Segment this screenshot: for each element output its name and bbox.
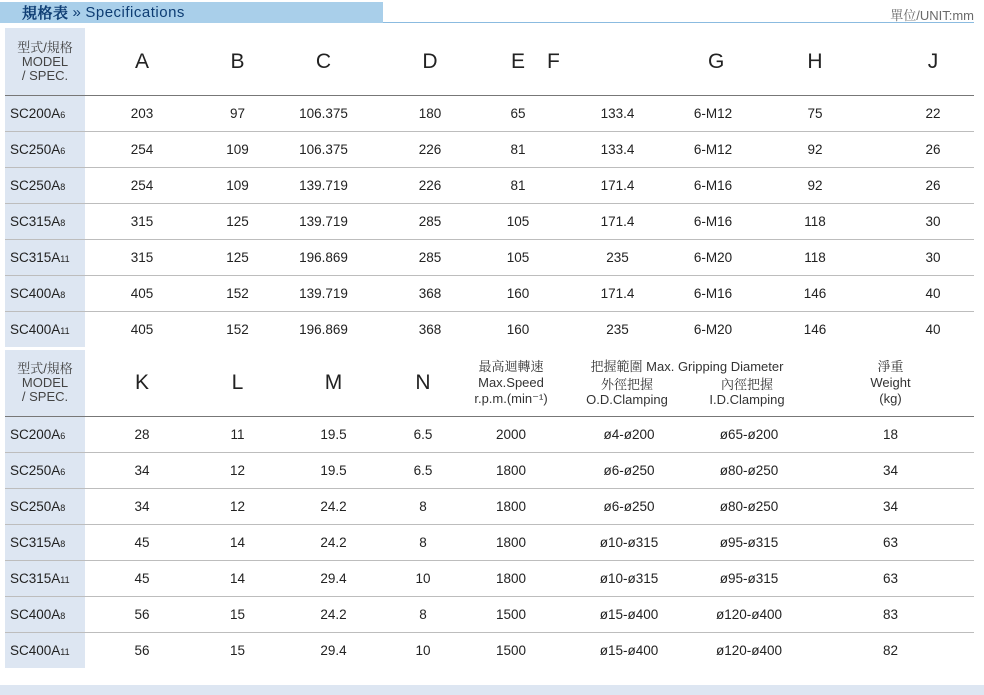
model-header: 型式/規格 MODEL / SPEC. [5, 350, 85, 417]
value-cell: 40 [892, 276, 974, 312]
col-header-l: L [199, 350, 276, 417]
table-row [5, 132, 974, 168]
value-cell: 14 [199, 525, 276, 561]
value-cell: 65 [489, 96, 547, 132]
title-underline [383, 22, 974, 23]
value-cell: 160 [506, 322, 530, 337]
weight-header: 淨重 Weight (kg) [807, 350, 974, 417]
value-cell: 24.2 [276, 597, 391, 633]
value-cell: 81 [489, 132, 547, 168]
grip-title: 把握範圍 Max. Gripping Diameter [590, 359, 784, 374]
model-header: 型式/規格 MODEL / SPEC. [5, 28, 85, 96]
value-cell: 26 [892, 132, 974, 168]
value-cell: 285 [371, 204, 489, 240]
value-cell: 105 [489, 240, 547, 276]
model-cell: SC250A6 [5, 453, 85, 489]
value-cell: 92 [738, 132, 892, 168]
table-row [5, 276, 974, 312]
value-cell: 315 [85, 204, 199, 240]
model-cell: SC250A6 [5, 132, 85, 168]
value-cell: 83 [807, 597, 974, 633]
value-cell: 18 [807, 417, 974, 453]
value-cell: 405 [130, 322, 154, 337]
value-cell: 56 [134, 643, 150, 658]
value-cell: ø10-ø315 [567, 561, 691, 597]
value-cell: 368 [418, 322, 442, 337]
value-cell: 34 [807, 489, 974, 525]
value-cell: 40 [925, 322, 941, 337]
value-cell: 45 [85, 561, 199, 597]
table-row [5, 312, 974, 348]
value-cell: 171.4 [547, 276, 688, 312]
col-header-j: J [892, 28, 974, 96]
table-row [5, 561, 974, 597]
table-row [5, 240, 974, 276]
col-header-a: A [85, 28, 199, 96]
value-cell: 405 [85, 276, 199, 312]
value-cell: 160 [489, 276, 547, 312]
value-cell: 6-M16 [688, 204, 738, 240]
model-cell: SC400A11 [5, 633, 85, 669]
value-cell: 30 [892, 240, 974, 276]
value-cell: 106.375 [276, 132, 371, 168]
col-header-d: D [371, 28, 489, 96]
value-cell: 6.5 [391, 417, 455, 453]
value-cell: 8 [391, 489, 455, 525]
value-cell: 29.4 [320, 643, 347, 658]
value-cell: 109 [199, 168, 276, 204]
value-cell: 10 [415, 643, 431, 658]
model-cell: SC315A8 [5, 204, 85, 240]
value-cell: 285 [371, 240, 489, 276]
id-clamping-header: 內徑把握 I.D.Clamping [709, 377, 785, 407]
value-cell: 22 [892, 96, 974, 132]
section-title [0, 2, 383, 23]
table-row [5, 96, 974, 132]
table-row [5, 453, 974, 489]
model-cell: SC400A8 [5, 597, 85, 633]
table-row [5, 489, 974, 525]
value-cell: 254 [85, 168, 199, 204]
value-cell: 315 [85, 240, 199, 276]
value-cell: 75 [738, 96, 892, 132]
value-cell: ø4-ø200 [567, 417, 691, 453]
value-cell: 368 [371, 276, 489, 312]
value-cell: ø10-ø315 [567, 525, 691, 561]
value-cell: 92 [738, 168, 892, 204]
model-cell: SC200A6 [5, 96, 85, 132]
value-cell: 139.719 [276, 276, 371, 312]
model-cell: SC315A11 [5, 561, 85, 597]
value-cell: 196.869 [299, 322, 348, 337]
col-header-e: E [489, 28, 547, 96]
value-cell: 15 [199, 597, 276, 633]
value-cell: 81 [489, 168, 547, 204]
value-cell: 139.719 [276, 168, 371, 204]
col-header-h: H [738, 28, 892, 96]
col-header-n: N [391, 350, 455, 417]
value-cell: 118 [738, 204, 892, 240]
unit-label: 單位/UNIT:mm [890, 8, 974, 23]
value-cell: 1800 [455, 561, 567, 597]
value-cell: 171.4 [547, 168, 688, 204]
value-cell: 1500 [455, 597, 567, 633]
value-cell: 30 [892, 204, 974, 240]
col-header-g: G [688, 28, 738, 96]
value-cell: 203 [85, 96, 199, 132]
title-arrow: » [72, 4, 82, 21]
model-cell: SC315A8 [5, 525, 85, 561]
bottom-band [0, 685, 984, 695]
value-cell: 6.5 [391, 453, 455, 489]
value-cell: 180 [371, 96, 489, 132]
value-cell: 171.4 [547, 204, 688, 240]
model-cell: SC200A6 [5, 417, 85, 453]
table-row [5, 597, 974, 633]
col-header-c: C [276, 28, 371, 96]
value-cell: ø120-ø400 [691, 597, 807, 633]
value-cell: 12 [199, 489, 276, 525]
value-cell: 29.4 [276, 561, 391, 597]
model-cell: SC400A11 [5, 312, 85, 348]
value-cell: 19.5 [276, 453, 391, 489]
value-cell: 63 [807, 525, 974, 561]
value-cell: ø95-ø315 [691, 525, 807, 561]
value-cell: ø15-ø400 [567, 597, 691, 633]
title-cn: 規格表 [22, 5, 69, 22]
model-cell: SC315A11 [5, 240, 85, 276]
value-cell: 125 [199, 204, 276, 240]
value-cell: 6-M20 [688, 240, 738, 276]
value-cell: 6-M12 [688, 96, 738, 132]
value-cell: 1800 [455, 525, 567, 561]
table-header-row [5, 350, 974, 417]
value-cell: ø15-ø400 [599, 643, 659, 658]
value-cell: 8 [391, 597, 455, 633]
col-header-b: B [199, 28, 276, 96]
value-cell: 118 [738, 240, 892, 276]
col-header-k: K [85, 350, 199, 417]
col-header-m: M [276, 350, 391, 417]
value-cell: 97 [199, 96, 276, 132]
value-cell: 1800 [455, 489, 567, 525]
speed-header: 最高迴轉速 Max.Speed r.p.m.(min⁻¹) [455, 350, 567, 417]
value-cell: 34 [85, 489, 199, 525]
model-cell: SC250A8 [5, 168, 85, 204]
value-cell: ø6-ø250 [567, 489, 691, 525]
table-row [5, 204, 974, 240]
value-cell: 235 [606, 322, 629, 337]
value-cell: 24.2 [276, 525, 391, 561]
value-cell: 1800 [455, 453, 567, 489]
model-cell: SC400A8 [5, 276, 85, 312]
value-cell: ø95-ø315 [691, 561, 807, 597]
value-cell: 34 [807, 453, 974, 489]
value-cell: 12 [199, 453, 276, 489]
model-cell: SC250A8 [5, 489, 85, 525]
value-cell: 19.5 [276, 417, 391, 453]
value-cell: ø65-ø200 [691, 417, 807, 453]
gripping-diameter-header [567, 350, 807, 417]
value-cell: 125 [199, 240, 276, 276]
value-cell: 24.2 [276, 489, 391, 525]
value-cell: ø80-ø250 [691, 453, 807, 489]
value-cell: 15 [229, 643, 246, 658]
table-row [5, 525, 974, 561]
table-row [5, 168, 974, 204]
value-cell: 10 [391, 561, 455, 597]
col-header-f: F [547, 28, 688, 96]
value-cell: 106.375 [276, 96, 371, 132]
value-cell: 8 [391, 525, 455, 561]
value-cell: 11 [199, 417, 276, 453]
value-cell: 6-M16 [688, 168, 738, 204]
value-cell: 28 [85, 417, 199, 453]
value-cell: 146 [738, 276, 892, 312]
value-cell: 226 [371, 168, 489, 204]
value-cell: 105 [489, 204, 547, 240]
value-cell: 2000 [455, 417, 567, 453]
value-cell: 6-M12 [688, 132, 738, 168]
od-clamping-header: 外徑把握 O.D.Clamping [586, 377, 668, 407]
table-header-row [5, 28, 974, 96]
title-en: Specifications [85, 4, 185, 21]
value-cell: ø120-ø400 [715, 643, 783, 658]
value-cell: 34 [85, 453, 199, 489]
value-cell: 152 [199, 276, 276, 312]
value-cell: 196.869 [276, 240, 371, 276]
table-row [5, 633, 974, 669]
value-cell: 133.4 [547, 96, 688, 132]
value-cell: 152 [226, 322, 249, 337]
value-cell: 146 [803, 322, 827, 337]
value-cell: ø6-ø250 [567, 453, 691, 489]
value-cell: 139.719 [276, 204, 371, 240]
value-cell: 26 [892, 168, 974, 204]
value-cell: 56 [85, 597, 199, 633]
value-cell: 235 [547, 240, 688, 276]
value-cell: 6-M20 [693, 322, 733, 337]
value-cell: 63 [807, 561, 974, 597]
value-cell: 226 [371, 132, 489, 168]
value-cell: ø80-ø250 [691, 489, 807, 525]
table-row [5, 417, 974, 453]
value-cell: 133.4 [547, 132, 688, 168]
spec-table-performance [5, 350, 974, 668]
value-cell: 45 [85, 525, 199, 561]
value-cell: 82 [882, 643, 899, 658]
spec-table-dimensions [5, 28, 974, 347]
value-cell: 14 [199, 561, 276, 597]
value-cell: 254 [85, 132, 199, 168]
value-cell: 1500 [495, 643, 527, 658]
value-cell: 109 [199, 132, 276, 168]
value-cell: 6-M16 [688, 276, 738, 312]
